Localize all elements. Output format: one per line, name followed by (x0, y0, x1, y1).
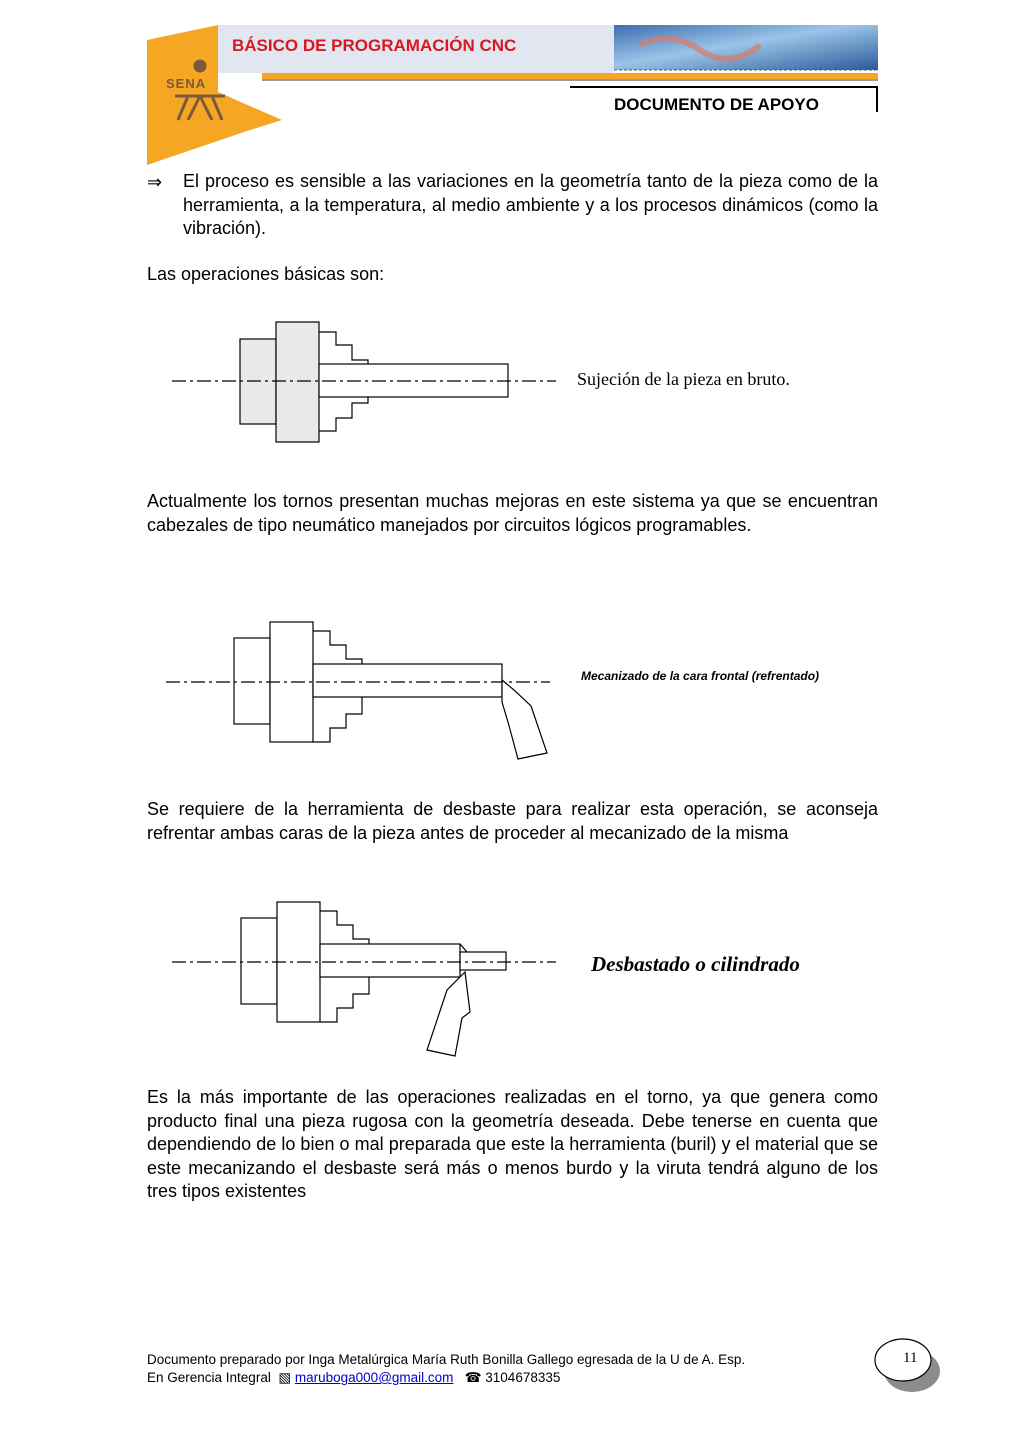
header-orange-rule (262, 73, 878, 79)
document-subtitle: DOCUMENTO DE APOYO (614, 95, 819, 114)
footer-line-2-prefix: En Gerencia Integral (147, 1370, 271, 1385)
page-number: 11 (903, 1350, 918, 1366)
figure-2-caption: Mecanizado de la cara frontal (refrentado) (581, 669, 820, 683)
figure-3-turning-diagram (172, 902, 556, 1056)
logo-text: SENA (166, 76, 207, 91)
figure-2-facing-diagram (166, 622, 550, 759)
implies-arrow-icon: ⇒ (147, 172, 163, 192)
paragraph-3: Se requiere de la herramienta de desbaste para realizar esta operación, se aconseja refrentar ambas caras de la pieza antes de proceder al mecanizado de la misma (147, 799, 878, 843)
footer-line-2 (147, 1369, 745, 1387)
figure-1-caption: Sujeción de la pieza en bruto. (577, 369, 790, 389)
email-link[interactable]: maruboga000@gmail.com (294, 1370, 454, 1385)
figure-1-clamping-diagram (172, 322, 556, 442)
paragraph-2: Actualmente los tornos presentan muchas mejoras en este sistema ya que se encuentran cabezales de tipo neumático manejados por circuitos lógicos programables. (147, 491, 878, 535)
bullet-paragraph: El proceso es sensible a las variaciones en la geometría tanto de la pieza como de la herramienta, a la temperatura, al medio ambiente y a los procesos dinámicos (como la vibración). (183, 171, 878, 238)
footer-line-1: Documento preparado por Inga Metalúrgica María Ruth Bonilla Gallego egresada de la U de A. Esp. (147, 1352, 746, 1367)
intro-paragraph: Las operaciones básicas son: (147, 264, 385, 284)
header-photo (614, 25, 878, 70)
document-title: BÁSICO DE PROGRAMACIÓN CNC (232, 36, 517, 55)
footer (147, 1351, 745, 1387)
phone-icon: ☎ (464, 1370, 482, 1385)
fax-icon: ▧ (278, 1370, 292, 1385)
phone-number: 3104678335 (485, 1370, 561, 1385)
figure-3-caption: Desbastado o cilindrado (591, 952, 800, 976)
paragraph-4: Es la más importante de las operaciones realizadas en el torno, ya que genera como producto final una pieza rugosa con la geometría deseada. Debe tenerse en cuenta que dependiendo de lo bien o mal preparada que este la herramienta (buril) y el material que se este mecanizando el desbaste será más o menos burdo y la viruta tendrá alguno de los tres tipos existentes (147, 1087, 878, 1201)
